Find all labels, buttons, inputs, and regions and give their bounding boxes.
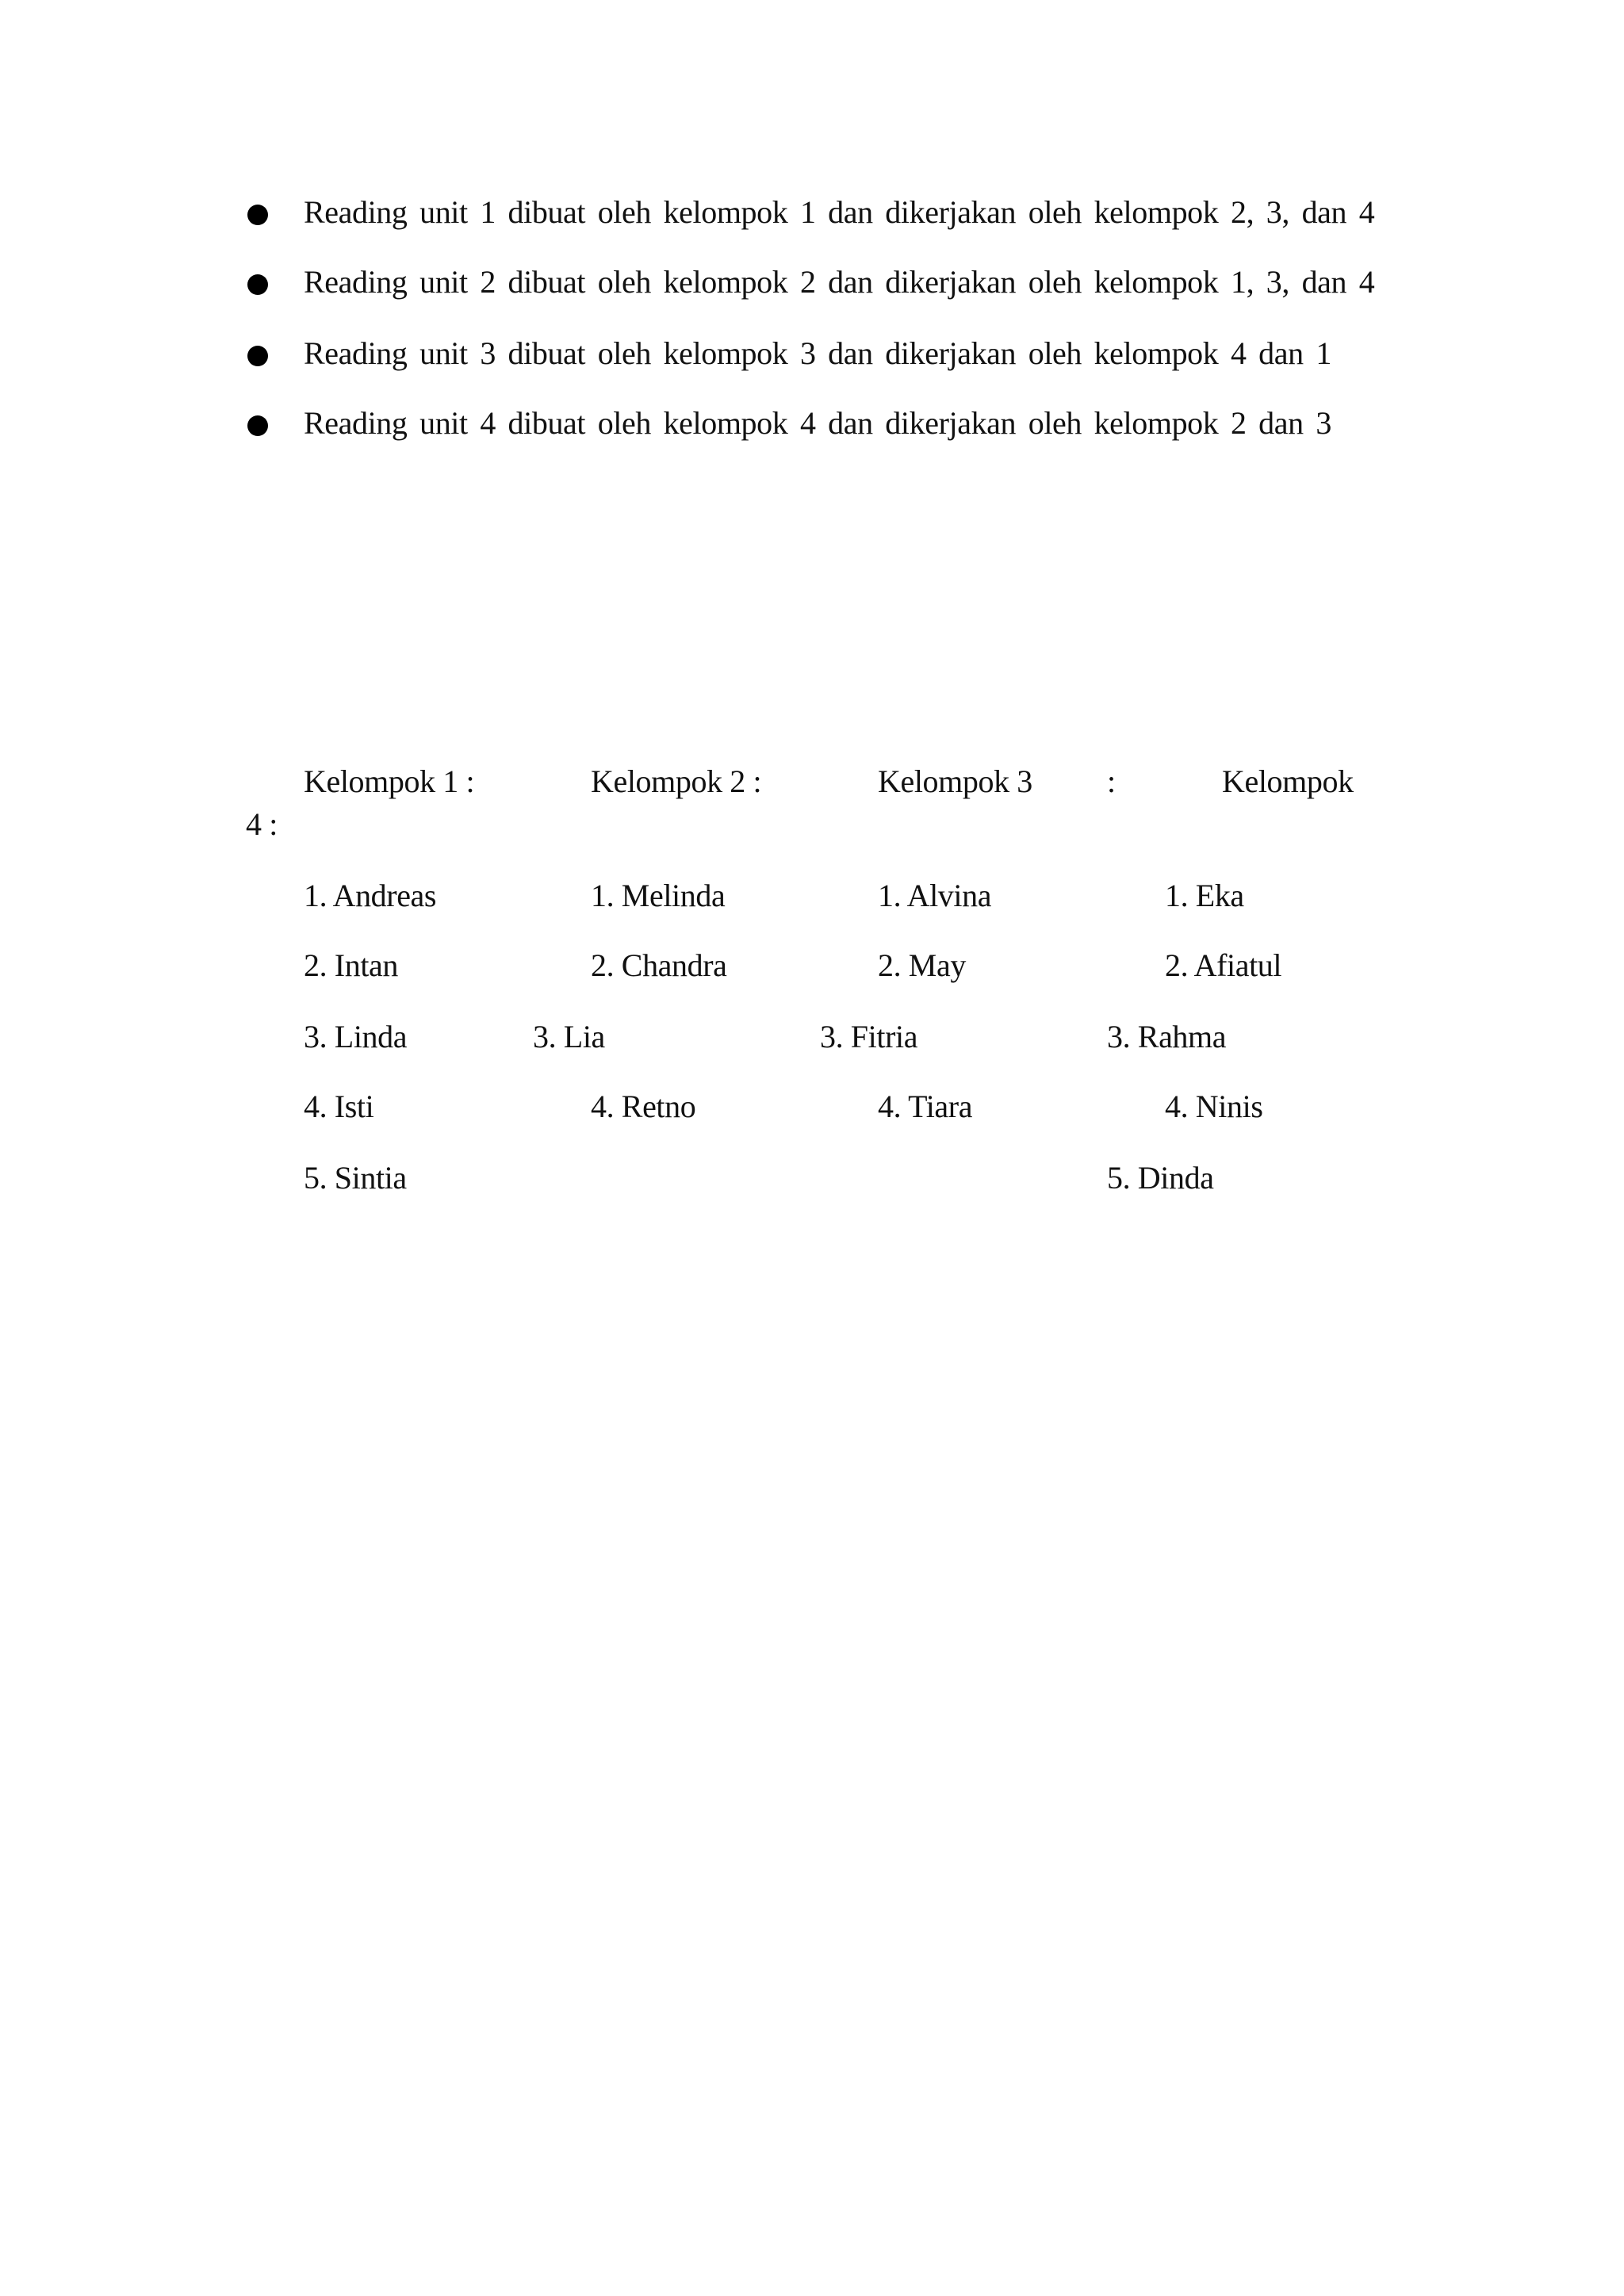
- list-item: 1. Eka: [1165, 878, 1244, 913]
- list-item: 5. Sintia: [304, 1160, 407, 1196]
- list-item: 3. Rahma: [1107, 1019, 1227, 1054]
- list-item: 2. Chandra: [591, 947, 727, 983]
- group-2-header: Kelompok 2 :: [591, 763, 762, 799]
- bullet-text: Reading unit 4 dibuat oleh kelompok 4 dan dikerjakan oleh kelompok 2 dan 3: [304, 405, 1331, 441]
- list-item: 4. Ninis: [1165, 1089, 1263, 1124]
- list-item: 1. Andreas: [304, 878, 437, 913]
- bullet-dot-icon: [247, 415, 268, 436]
- list-item: 2. May: [878, 947, 966, 983]
- list-item: 4. Retno: [591, 1089, 696, 1124]
- bullet-text: Reading unit 2 dibuat oleh kelompok 2 dan dikerjakan oleh kelompok 1, 3, dan 4: [304, 264, 1375, 300]
- bullet-dot-icon: [247, 346, 268, 366]
- group-3-header: Kelompok 3: [878, 763, 1032, 799]
- list-item: 1. Melinda: [591, 878, 726, 913]
- bullet-dot-icon: [247, 205, 268, 225]
- list-item: 3. Linda: [304, 1019, 408, 1054]
- list-item: [0, 263, 1624, 311]
- group-1-header: Kelompok 1 :: [304, 763, 475, 799]
- list-item: 2. Intan: [304, 947, 398, 983]
- bullet-text: Reading unit 1 dibuat oleh kelompok 1 dan dikerjakan oleh kelompok 2, 3, dan 4: [304, 194, 1375, 230]
- list-item: 3. Fitria: [820, 1019, 918, 1054]
- list-item: 4. Isti: [304, 1089, 374, 1124]
- group-4-header: Kelompok: [1222, 763, 1354, 799]
- bullet-text: Reading unit 3 dibuat oleh kelompok 3 dan dikerjakan oleh kelompok 4 dan 1: [304, 335, 1331, 371]
- group-3-colon: :: [1107, 763, 1116, 799]
- list-item: 4. Tiara: [878, 1089, 973, 1124]
- list-item: [0, 335, 1624, 382]
- list-item: 5. Dinda: [1107, 1160, 1214, 1196]
- group-4-header-continuation: 4 :: [246, 806, 278, 842]
- list-item: [0, 193, 1624, 241]
- list-item: 2. Afiatul: [1165, 947, 1282, 983]
- bullet-dot-icon: [247, 274, 268, 295]
- list-item: 3. Lia: [533, 1019, 605, 1054]
- list-item: 1. Alvina: [878, 878, 992, 913]
- list-item: [0, 404, 1624, 452]
